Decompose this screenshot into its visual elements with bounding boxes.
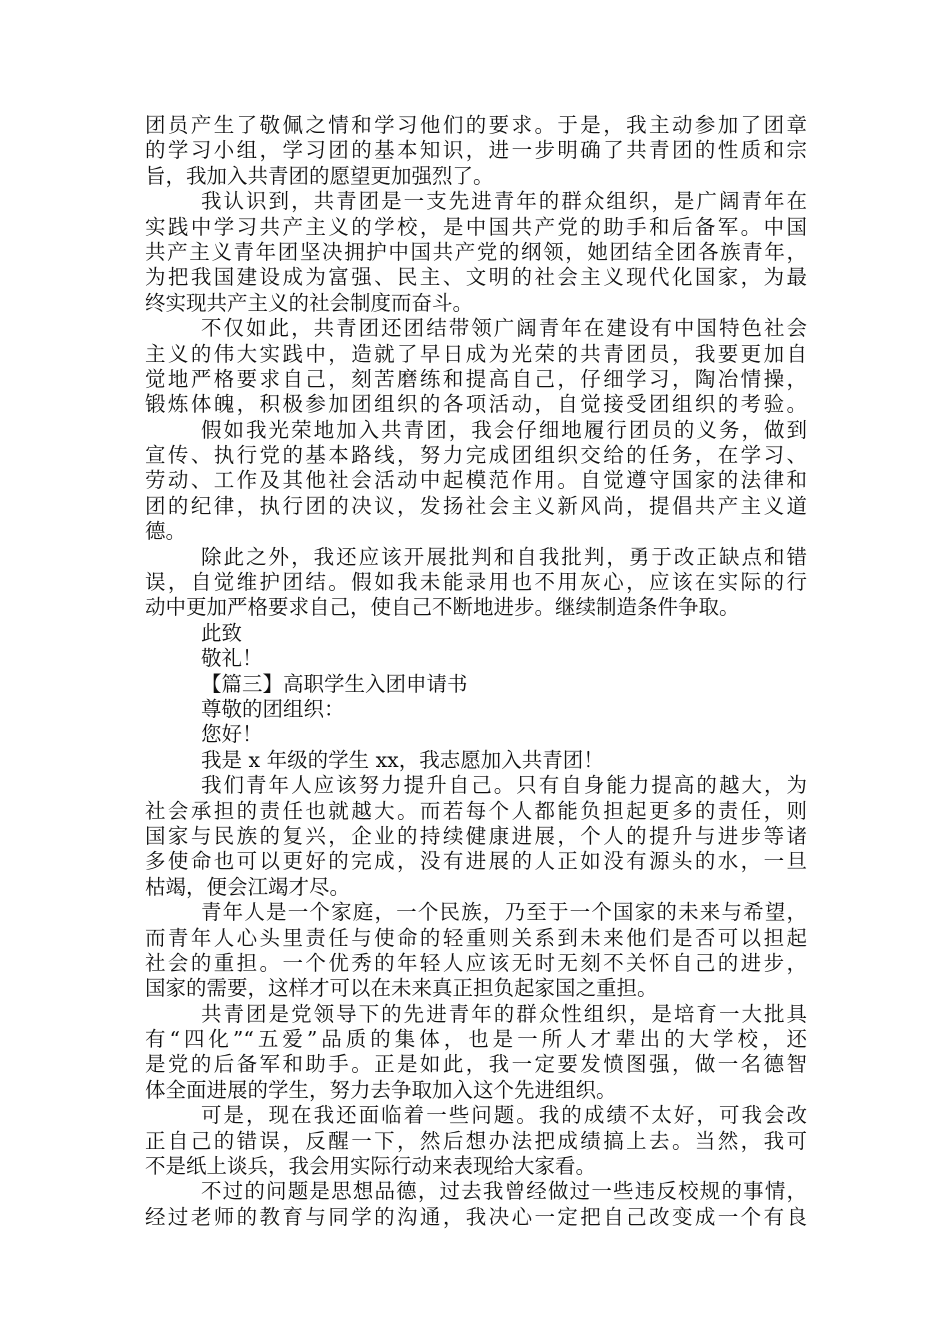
text-line: 有“四化”“五爱”品质的集体，也是一所人才辈出的大学校，还 bbox=[145, 1027, 807, 1052]
text-line: 共青团是党领导下的先进青年的群众性组织，是培育一大批具 bbox=[201, 1001, 807, 1026]
text-line: 而青年人心头里责任与使命的轻重则关系到未来他们是否可以担起 bbox=[145, 925, 807, 950]
document-page bbox=[145, 113, 807, 1230]
text-line: 德。 bbox=[145, 519, 186, 544]
text-line: 我是 x 年级的学生 xx，我志愿加入共青团！ bbox=[201, 747, 604, 772]
text-line: 动中更加严格要求自己，使自己不断地进步。继续制造条件争取。 bbox=[145, 595, 740, 620]
text-line: 青年人是一个家庭，一个民族，乃至于一个国家的未来与希望， bbox=[201, 900, 807, 925]
text-line: 国家的需要，这样才可以在未来真正担负起家国之重担。 bbox=[145, 976, 658, 1001]
text-line: 终实现共产主义的社会制度而奋斗。 bbox=[145, 290, 473, 315]
text-line: 为把我国建设成为富强、民主、文明的社会主义现代化国家，为最 bbox=[145, 265, 807, 290]
text-line: 敬礼！ bbox=[201, 646, 263, 671]
text-line: 宣传、执行党的基本路线，努力完成团组织交给的任务，在学习、 bbox=[145, 443, 807, 468]
text-line: 实践中学习共产主义的学校，是中国共产党的助手和后备军。中国 bbox=[145, 214, 807, 239]
text-line: 旨，我加入共青团的愿望更加强烈了。 bbox=[145, 163, 494, 188]
text-line: 团的纪律，执行团的决议，发扬社会主义新风尚，提倡共产主义道 bbox=[145, 493, 807, 518]
text-line: 我认识到，共青团是一支先进青年的群众组织，是广阔青年在 bbox=[201, 189, 807, 214]
text-line: 觉地严格要求自己，刻苦磨练和提高自己，仔细学习，陶冶情操， bbox=[145, 366, 807, 391]
text-line: 团员产生了敬佩之情和学习他们的要求。于是，我主动参加了团章 bbox=[145, 113, 807, 137]
text-line: 共产主义青年团坚决拥护中国共产党的纲领，她团结全团各族青年， bbox=[145, 239, 807, 264]
text-line: 枯竭，便会江竭才尽。 bbox=[145, 874, 350, 899]
text-line: 劳动、工作及其他社会活动中起模范作用。自觉遵守国家的法律和 bbox=[145, 468, 807, 493]
text-line: 的学习小组，学习团的基本知识，进一步明确了共青团的性质和宗 bbox=[145, 138, 807, 163]
text-line: 除此之外，我还应该开展批判和自我批判，勇于改正缺点和错 bbox=[201, 544, 807, 569]
text-line: 【篇三】高职学生入团申请书 bbox=[201, 671, 468, 696]
text-line: 社会承担的责任也就越大。而若每个人都能负担起更多的责任，则 bbox=[145, 798, 807, 823]
text-line: 经过老师的教育与同学的沟通，我决心一定把自己改变成一个有良 bbox=[145, 1204, 807, 1229]
text-line: 我们青年人应该努力提升自己。只有自身能力提高的越大，为 bbox=[201, 773, 807, 798]
text-line: 可是，现在我还面临着一些问题。我的成绩不太好，可我会改 bbox=[201, 1103, 807, 1128]
text-line: 社会的重担。一个优秀的年轻人应该无时无刻不关怀自己的进步， bbox=[145, 950, 807, 975]
text-line: 体全面进展的学生，努力去争取加入这个先进组织。 bbox=[145, 1077, 617, 1102]
text-line: 不仅如此，共青团还团结带领广阔青年在建设有中国特色社会 bbox=[201, 316, 807, 341]
text-line: 您好！ bbox=[201, 722, 263, 747]
text-line: 误，自觉维护团结。假如我未能录用也不用灰心，应该在实际的行 bbox=[145, 570, 807, 595]
text-line: 不是纸上谈兵，我会用实际行动来表现给大家看。 bbox=[145, 1154, 596, 1179]
text-line: 正自己的错误，反醒一下，然后想办法把成绩搞上去。当然，我可 bbox=[145, 1128, 807, 1153]
text-line: 此致 bbox=[201, 620, 242, 645]
text-line: 假如我光荣地加入共青团，我会仔细地履行团员的义务，做到 bbox=[201, 417, 807, 442]
text-line: 是党的后备军和助手。正是如此，我一定要发愤图强，做一名德智 bbox=[145, 1052, 807, 1077]
text-line: 主义的伟大实践中，造就了早日成为光荣的共青团员，我要更加自 bbox=[145, 341, 807, 366]
text-line: 不过的问题是思想品德，过去我曾经做过一些违反校规的事情， bbox=[201, 1179, 807, 1204]
text-line: 多使命也可以更好的完成，没有进展的人正如没有源头的水，一旦 bbox=[145, 849, 807, 874]
text-line: 国家与民族的复兴，企业的持续健康进展，个人的提升与进步等诸 bbox=[145, 823, 807, 848]
text-line: 尊敬的团组织： bbox=[201, 696, 345, 721]
text-line: 锻炼体魄，积极参加团组织的各项活动，自觉接受团组织的考验。 bbox=[145, 392, 807, 417]
